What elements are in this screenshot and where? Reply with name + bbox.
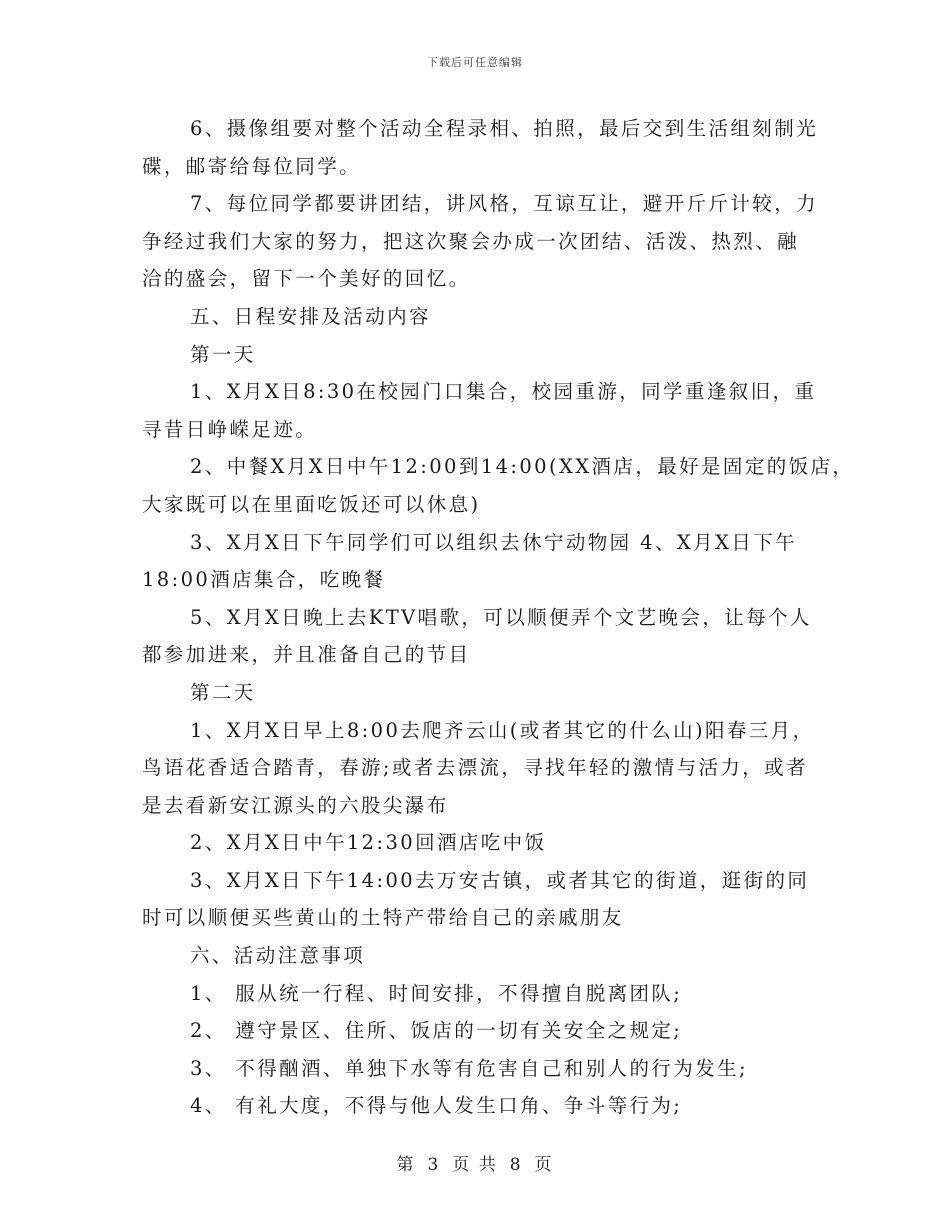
text-line: 7、每位同学都要讲团结，讲风格，互谅互让，避开斤斤计较，力 xyxy=(190,192,819,216)
text-line: 洽的盛会，留下一个美好的回忆。 xyxy=(142,267,471,291)
text-line: 3、X月X日下午同学们可以组织去休宁动物园 4、X月X日下午 xyxy=(190,530,798,554)
footer-suffix: 页 xyxy=(534,1155,554,1175)
text-line: 1、X月X日早上8:00去爬齐云山(或者其它的什么山)阳春三月， xyxy=(190,718,815,742)
text-line: 第二天 xyxy=(190,680,256,704)
text-line: 六、活动注意事项 xyxy=(190,944,366,968)
text-line: 6、摄像组要对整个活动全程录相、拍照，最后交到生活组刻制光 xyxy=(190,117,819,140)
text-line: 鸟语花香适合踏青，春游;或者去漂流，寻找年轻的激情与活力，或者 xyxy=(142,756,808,780)
text-line: 5、X月X日晚上去KTV唱歌，可以顺便弄个文艺晚会，让每个人 xyxy=(190,605,812,629)
text-line: 18:00酒店集合，吃晚餐 xyxy=(142,568,386,592)
text-line: 争经过我们大家的努力，把这次聚会办成一次团结、活泼、热烈、融 xyxy=(142,229,800,253)
text-line: 2、 遵守景区、住所、饭店的一切有关安全之规定; xyxy=(190,1019,683,1043)
text-line: 是去看新安江源头的六股尖瀑布 xyxy=(142,793,449,817)
text-line: 1、 服从统一行程、时间安排，不得擅自脱离团队; xyxy=(190,981,683,1005)
text-line: 3、X月X日下午14:00去万安古镇，或者其它的街道，逛街的同 xyxy=(190,868,810,892)
text-line: 五、日程安排及活动内容 xyxy=(190,304,431,328)
text-line: 碟，邮寄给每位同学。 xyxy=(142,154,362,178)
footer-middle: 页 共 xyxy=(452,1155,498,1175)
document-body xyxy=(142,110,855,1125)
text-line: 3、 不得酗酒、单独下水等有危害自己和别人的行为发生; xyxy=(190,1056,748,1080)
text-line: 大家既可以在里面吃饭还可以休息) xyxy=(142,492,481,516)
text-line: 4、 有礼大度，不得与他人发生口角、争斗等行为; xyxy=(190,1094,683,1118)
footer-prefix: 第 xyxy=(396,1155,416,1175)
text-line: 寻昔日峥嵘足迹。 xyxy=(142,417,318,441)
text-line: 1、X月X日8:30在校园门口集合，校园重游，同学重逢叙旧，重 xyxy=(190,380,817,404)
text-line: 时可以顺便买些黄山的土特产带给自己的亲戚朋友 xyxy=(142,906,624,930)
footer-total-pages: 8 xyxy=(509,1155,523,1175)
page-header: 下载后可任意编辑 xyxy=(427,56,523,69)
footer-current-page: 3 xyxy=(427,1155,441,1175)
page-footer xyxy=(0,1150,950,1175)
text-line: 2、中餐X月X日中午12:00到14:00(XX酒店，最好是固定的饭店， xyxy=(190,455,855,479)
text-line: 2、X月X日中午12:30回酒店吃中饭 xyxy=(190,831,547,855)
text-line: 第一天 xyxy=(190,342,256,366)
text-line: 都参加进来，并且准备自己的节目 xyxy=(142,643,471,667)
